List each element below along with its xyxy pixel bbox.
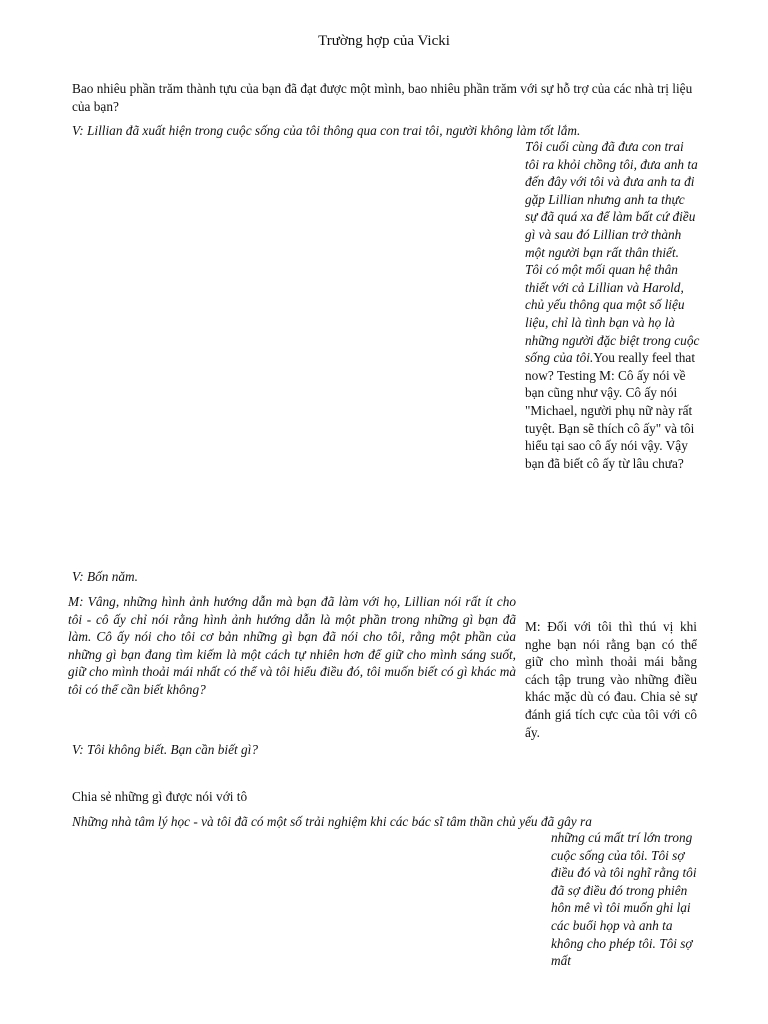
psych-column: những cú mất trí lớn trong cuộc sống của tôi. Tôi sợ điều đó và tôi nghĩ rằng tôi đã sợ điều đó trong phiên hôn mê vì tôi muốn ghi lại các buổi họp và anh ta không cho phép tôi. Tôi sợ mất: [551, 830, 697, 969]
m2-paragraph: M: Vâng, những hình ảnh hướng dẫn mà bạn đã làm với họ, Lillian nói rất ít cho tôi - cô ấy chỉ nói rằng hình ảnh hướng dẫn là một phần trong những gì bạn đã làm. Cô ấy nói cho tôi cơ bản những gì bạn đã nói cho tôi, rằng một phần của những gì bạn đang tìm kiếm là một cách tự nhiên hơn để giữ cho mình sáng suốt, giữ cho mình thoải mái nhất có thể và tôi hiểu điều đó, tôi muốn biết có gì khác mà tôi có thể cần biết không?: [68, 594, 516, 697]
v2-answer: V: Bốn năm.: [72, 569, 138, 584]
m3-paragraph: M: Đối với tôi thì thú vị khi nghe bạn nói rằng bạn có thể giữ cho mình thoải mái bằng cách tập trung vào những điều khác mặc dù có đau. Chia sẻ sự đánh giá tích cực của tôi với cô ấy.: [525, 619, 697, 740]
share-heading: Chia sẻ những gì được nói với tô: [72, 789, 248, 804]
psych-first-line: Những nhà tâm lý học - và tôi đã có một số trải nghiệm khi các bác sĩ tâm thần chủ yếu đã gây ra: [72, 814, 592, 829]
v1-first-line: V: Lillian đã xuất hiện trong cuộc sống của tôi thông qua con trai tôi, người không làm tốt lắm.: [72, 123, 581, 138]
v1-answer-italic: Tôi cuối cùng đã đưa con trai tôi ra khỏi chồng tôi, đưa anh ta đến đây với tôi và đưa anh ta đi gặp Lillian nhưng anh ta thực sự đã quá xa để làm bất cứ điều gì và sau đó Lillian trở thành một người bạn rất thân thiết. Tôi có một mối quan hệ thân thiết với cả Lillian và Harold, chủ yếu thông qua một số liệu liệu, chỉ là tình bạn và họ là những người đặc biệt trong cuộc sống của tôi.: [525, 139, 700, 366]
v1-answer-column: [525, 138, 700, 472]
v3-answer: V: Tôi không biết. Bạn cần biết gì?: [72, 742, 259, 757]
document-title: Trường hợp của Vicki: [318, 33, 450, 49]
question-paragraph: Bao nhiêu phần trăm thành tựu của bạn đã đạt được một mình, bao nhiêu phần trăm với sự hỗ trợ của các nhà trị liệu của bạn?: [72, 81, 693, 114]
v1-answer-upright: You really feel that now? Testing M: Cô ấy nói về bạn cũng như vậy. Cô ấy nói "Michael, người phụ nữ này rất tuyệt. Bạn sẽ thích cô ấy" và tôi hiểu tại sao cô ấy nói vậy. Vậy bạn đã biết cô ấy từ lâu chưa?: [525, 350, 696, 471]
